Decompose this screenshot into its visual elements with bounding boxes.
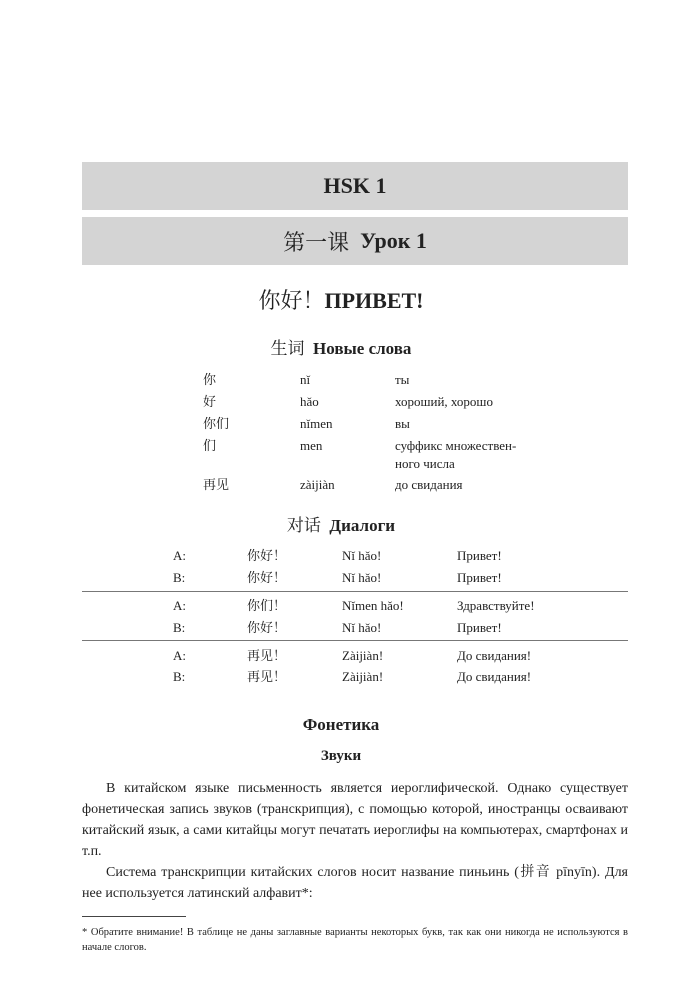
- vocab-pinyin: zàijiàn: [300, 477, 335, 492]
- lesson-title-cn: 第一课: [283, 229, 350, 255]
- vocab-heading-cn: 生词: [270, 339, 305, 358]
- title-ru: ПРИВЕТ!: [324, 288, 424, 313]
- bottom-section: [82, 778, 628, 955]
- dialogs-heading: [0, 511, 682, 536]
- vocab-hanzi: 再见: [203, 477, 230, 492]
- dialog-translation: Привет!: [457, 548, 502, 563]
- vocab-hanzi: 你: [203, 372, 217, 387]
- divider: [82, 591, 628, 592]
- lesson-banner: [82, 217, 628, 265]
- title-cn: 你好！: [258, 288, 325, 313]
- dialog-translation: Привет!: [457, 620, 502, 635]
- paragraph: Система транскрипции китайских слогов носит название пиньинь (拼音 pīnyīn). Для нее используется латинский алфавит*:: [82, 865, 628, 901]
- vocab-translation: хороший, хорошо: [395, 394, 493, 409]
- vocab-pinyin: nǐ: [300, 372, 311, 387]
- footnote: * Обратите внимание! В таблице не даны заглавные варианты некоторых букв, так как они никогда не используются в начале слогов.: [82, 927, 628, 953]
- phonetics-heading: Фонетика: [302, 715, 380, 734]
- vocab-translation: суффикс множествен-: [395, 438, 517, 453]
- level-title: HSK 1: [323, 173, 387, 198]
- dialog-pinyin: Zàijiàn!: [342, 669, 384, 684]
- page-title: [0, 284, 682, 315]
- dialog-speaker: A:: [173, 648, 186, 663]
- dialog-hanzi: 你好！: [247, 548, 287, 563]
- dialog-speaker: A:: [173, 548, 186, 563]
- footnote-rule: [82, 916, 186, 917]
- vocab-pinyin: hǎo: [300, 394, 319, 409]
- vocab-translation: ты: [395, 372, 410, 387]
- vocab-hanzi: 们: [203, 438, 217, 453]
- vocab-hanzi: 你们: [203, 416, 230, 431]
- dialog-translation: До свидания!: [457, 669, 532, 684]
- body-text: [82, 778, 628, 904]
- lesson-title-ru: Урок 1: [360, 228, 427, 253]
- paragraph: В китайском языке письменность является иероглифической. Однако существует фонетическая запись звуков (транскрипция), с помощью которой, иностранцы осваивают китайский язык, а сами китайцы могут печатать иероглифы на компьютерах, смартфонах и т.п.: [82, 781, 628, 859]
- dialog-pinyin: Zàijiàn!: [342, 648, 384, 663]
- dialog-hanzi: 再见！: [247, 669, 287, 684]
- dialog-pinyin: Nǐ hǎo!: [342, 548, 382, 563]
- level-banner: [82, 162, 628, 210]
- dialog-pinyin: Nǐ hǎo!: [342, 620, 382, 635]
- dialog-hanzi: 再见！: [247, 648, 287, 663]
- vocab-translation: вы: [395, 416, 410, 431]
- dialog-translation: Здравствуйте!: [457, 598, 535, 613]
- sounds-heading: Звуки: [320, 748, 362, 764]
- vocab-translation: ного числа: [395, 456, 455, 471]
- vocab-translation: до свидания: [395, 477, 463, 492]
- divider: [82, 640, 628, 641]
- dialog-hanzi: 你们！: [247, 598, 287, 613]
- vocab-pinyin: nǐmen: [300, 416, 333, 431]
- vocab-heading: [0, 334, 682, 359]
- vocab-heading-ru: Новые слова: [313, 339, 412, 358]
- dialogs-heading-cn: 对话: [286, 516, 321, 535]
- vocab-hanzi: 好: [203, 394, 217, 409]
- dialog-speaker: B:: [173, 669, 186, 684]
- dialog-hanzi: 你好！: [247, 570, 287, 585]
- dialog-hanzi: 你好！: [247, 620, 287, 635]
- vocab-pinyin: men: [300, 438, 323, 453]
- dialogs-heading-ru: Диалоги: [329, 516, 396, 535]
- dialog-pinyin: Nǐ hǎo!: [342, 570, 382, 585]
- dialog-translation: Привет!: [457, 570, 502, 585]
- dialog-speaker: A:: [173, 598, 186, 613]
- dialog-pinyin: Nǐmen hǎo!: [342, 598, 404, 613]
- dialog-speaker: B:: [173, 620, 186, 635]
- dialog-translation: До свидания!: [457, 648, 532, 663]
- dialog-speaker: B:: [173, 570, 186, 585]
